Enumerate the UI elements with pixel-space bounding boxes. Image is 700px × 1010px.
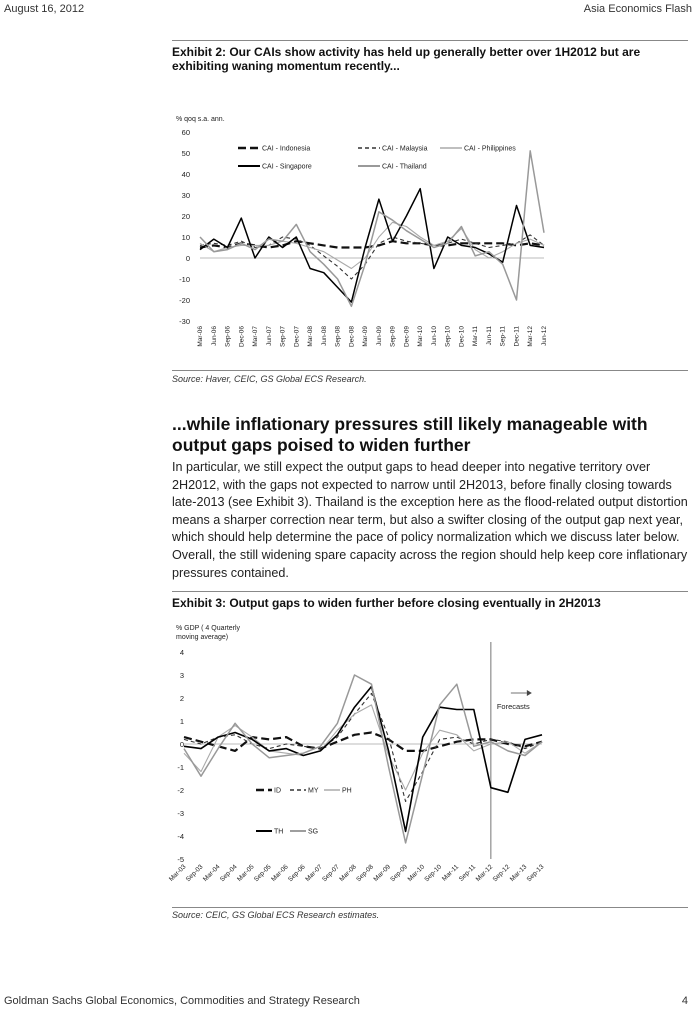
legend-label: CAI - Malaysia <box>382 145 428 153</box>
x-tick-label: Mar-03 <box>167 863 188 883</box>
y-axis-label: % GDP ( 4 Quarterly moving average) <box>176 625 241 641</box>
y-tick-label: 10 <box>181 233 190 242</box>
y-tick-label: -4 <box>177 832 184 841</box>
x-tick-label: Mar-13 <box>508 863 529 883</box>
exhibit3-source: Source: CEIC, GS Global ECS Research estimates. <box>172 910 380 920</box>
footer-text: Goldman Sachs Global Economics, Commodities and Strategy Research <box>4 995 360 1007</box>
x-tick-label: Mar-09 <box>372 863 392 883</box>
y-tick-label: 20 <box>181 212 190 221</box>
x-tick-label: Sep-06 <box>286 863 307 884</box>
series-line-th <box>184 687 542 832</box>
y-tick-label: -1 <box>177 763 184 772</box>
y-axis-label: % qoq s.a. ann. <box>176 116 225 123</box>
x-tick-label: Dec-10 <box>458 326 466 347</box>
x-tick-label: Sep-08 <box>355 863 375 884</box>
x-tick-label: Dec-06 <box>238 326 246 347</box>
x-tick-label: Mar-10 <box>406 863 427 883</box>
series-line-cai-thailand <box>200 151 544 306</box>
y-tick-label: 4 <box>179 648 184 657</box>
x-tick-label: Sep-11 <box>499 326 507 347</box>
y-tick-label: -3 <box>177 809 184 818</box>
y-tick-label: 60 <box>181 128 190 137</box>
report-date: August 16, 2012 <box>4 3 85 15</box>
x-tick-label: Mar-12 <box>527 326 535 347</box>
x-tick-label: Jun-07 <box>265 326 273 346</box>
y-tick-label: -2 <box>177 786 184 795</box>
exhibit3-title: Exhibit 3: Output gaps to widen further before closing eventually in 2H2013 <box>172 596 601 610</box>
x-tick-label: Sep-06 <box>224 326 232 347</box>
y-tick-label: 0 <box>185 254 190 263</box>
page-number: 4 <box>681 995 688 1007</box>
x-tick-label: Sep-10 <box>444 326 452 347</box>
y-tick-label: -30 <box>179 317 190 326</box>
x-tick-label: Mar-11 <box>441 863 461 883</box>
x-tick-label: Sep-04 <box>218 863 239 884</box>
y-tick-label: 30 <box>181 191 190 200</box>
x-tick-label: Mar-08 <box>307 326 315 347</box>
x-tick-label: Mar-08 <box>338 863 358 883</box>
x-tick-label: Sep-07 <box>279 326 287 347</box>
legend-label: CAI - Indonesia <box>262 145 311 153</box>
exhibit3-bottom-rule <box>172 907 688 908</box>
x-tick-label: Mar-07 <box>252 326 260 347</box>
legend-label: CAI - Thailand <box>382 163 427 171</box>
x-tick-label: Sep-09 <box>389 326 397 347</box>
exhibit2-top-rule <box>172 40 688 41</box>
x-tick-label: Dec-07 <box>293 326 301 347</box>
y-tick-label: -5 <box>177 855 184 864</box>
section-heading: ...while inflationary pressures still likely manageable with output gaps poised to widen further <box>172 414 648 455</box>
legend-label: SG <box>308 828 319 836</box>
exhibit2-title: Exhibit 2: Our CAIs show activity has held up generally better over 1H2012 but are exhibiting waning momentum recently... <box>172 45 641 73</box>
exhibit2-chart <box>172 112 688 367</box>
x-tick-label: Sep-11 <box>457 863 478 883</box>
x-tick-label: Sep-10 <box>423 863 444 884</box>
x-tick-label: Sep-09 <box>389 863 410 884</box>
x-tick-label: Sep-05 <box>252 863 273 884</box>
y-tick-label: 0 <box>179 740 184 749</box>
forecast-annotation: Forecasts <box>496 702 530 711</box>
legend-label: CAI - Philippines <box>464 145 516 153</box>
series-line-sg <box>184 675 542 843</box>
x-tick-label: Mar-12 <box>474 863 495 883</box>
y-tick-label: 1 <box>179 717 184 726</box>
x-tick-label: Mar-04 <box>201 863 222 883</box>
x-tick-label: Jun-06 <box>210 326 218 346</box>
y-tick-label: 40 <box>181 170 190 179</box>
x-tick-label: Jun-11 <box>485 326 493 346</box>
x-tick-label: Mar-05 <box>236 863 256 883</box>
legend-label: TH <box>274 828 284 836</box>
x-tick-label: Sep-03 <box>184 863 205 884</box>
exhibit2-bottom-rule <box>172 370 688 371</box>
x-tick-label: Mar-06 <box>270 863 290 883</box>
exhibit3-chart <box>167 620 688 905</box>
x-tick-label: Mar-11 <box>472 326 480 347</box>
x-tick-label: Sep-08 <box>334 326 342 347</box>
legend-label: CAI - Singapore <box>262 163 312 171</box>
x-tick-label: Sep-07 <box>321 863 341 884</box>
x-tick-label: Mar-06 <box>197 326 204 347</box>
x-tick-label: Sep-13 <box>525 863 546 884</box>
x-tick-label: Jun-10 <box>430 326 438 346</box>
y-tick-label: -10 <box>179 275 190 284</box>
x-tick-label: Jun-09 <box>375 326 383 346</box>
section-paragraph: In particular, we still expect the output gaps to head deeper into negative territory over 2H2012, with the gaps not expected to narrow until 2H2013, before finally closing towards late-2013 (see Exhibit 3). Thailand is the exception here as the flood-related output distortion means a sharper correction near term, but also a swifter closing of the output gap next year, which should help determine the pace of policy normalization which we discuss later below. Overall, the still widening spare capacity across the region should help keep core inflationary pressures contained. <box>172 460 688 580</box>
x-tick-label: Mar-07 <box>304 863 324 883</box>
x-tick-label: Dec-11 <box>513 326 521 347</box>
x-tick-label: Jun-12 <box>541 326 548 346</box>
exhibit2-source: Source: Haver, CEIC, GS Global ECS Research. <box>172 374 367 384</box>
x-tick-label: Mar-09 <box>362 326 370 347</box>
y-tick-label: 2 <box>179 694 184 703</box>
y-tick-label: 50 <box>181 149 190 158</box>
forecast-arrow-head <box>527 690 532 696</box>
x-tick-label: Dec-09 <box>403 326 411 347</box>
x-tick-label: Jun-08 <box>320 326 328 346</box>
exhibit3-top-rule <box>172 591 688 592</box>
x-tick-label: Dec-08 <box>348 326 356 347</box>
y-tick-label: -20 <box>179 296 190 305</box>
x-tick-label: Mar-10 <box>417 326 425 347</box>
publication-name: Asia Economics Flash <box>583 3 692 15</box>
legend-label: ID <box>274 787 281 795</box>
legend-label: MY <box>308 787 319 795</box>
x-tick-label: Sep-12 <box>491 863 512 884</box>
y-tick-label: 3 <box>179 671 184 680</box>
legend-label: PH <box>342 787 352 795</box>
